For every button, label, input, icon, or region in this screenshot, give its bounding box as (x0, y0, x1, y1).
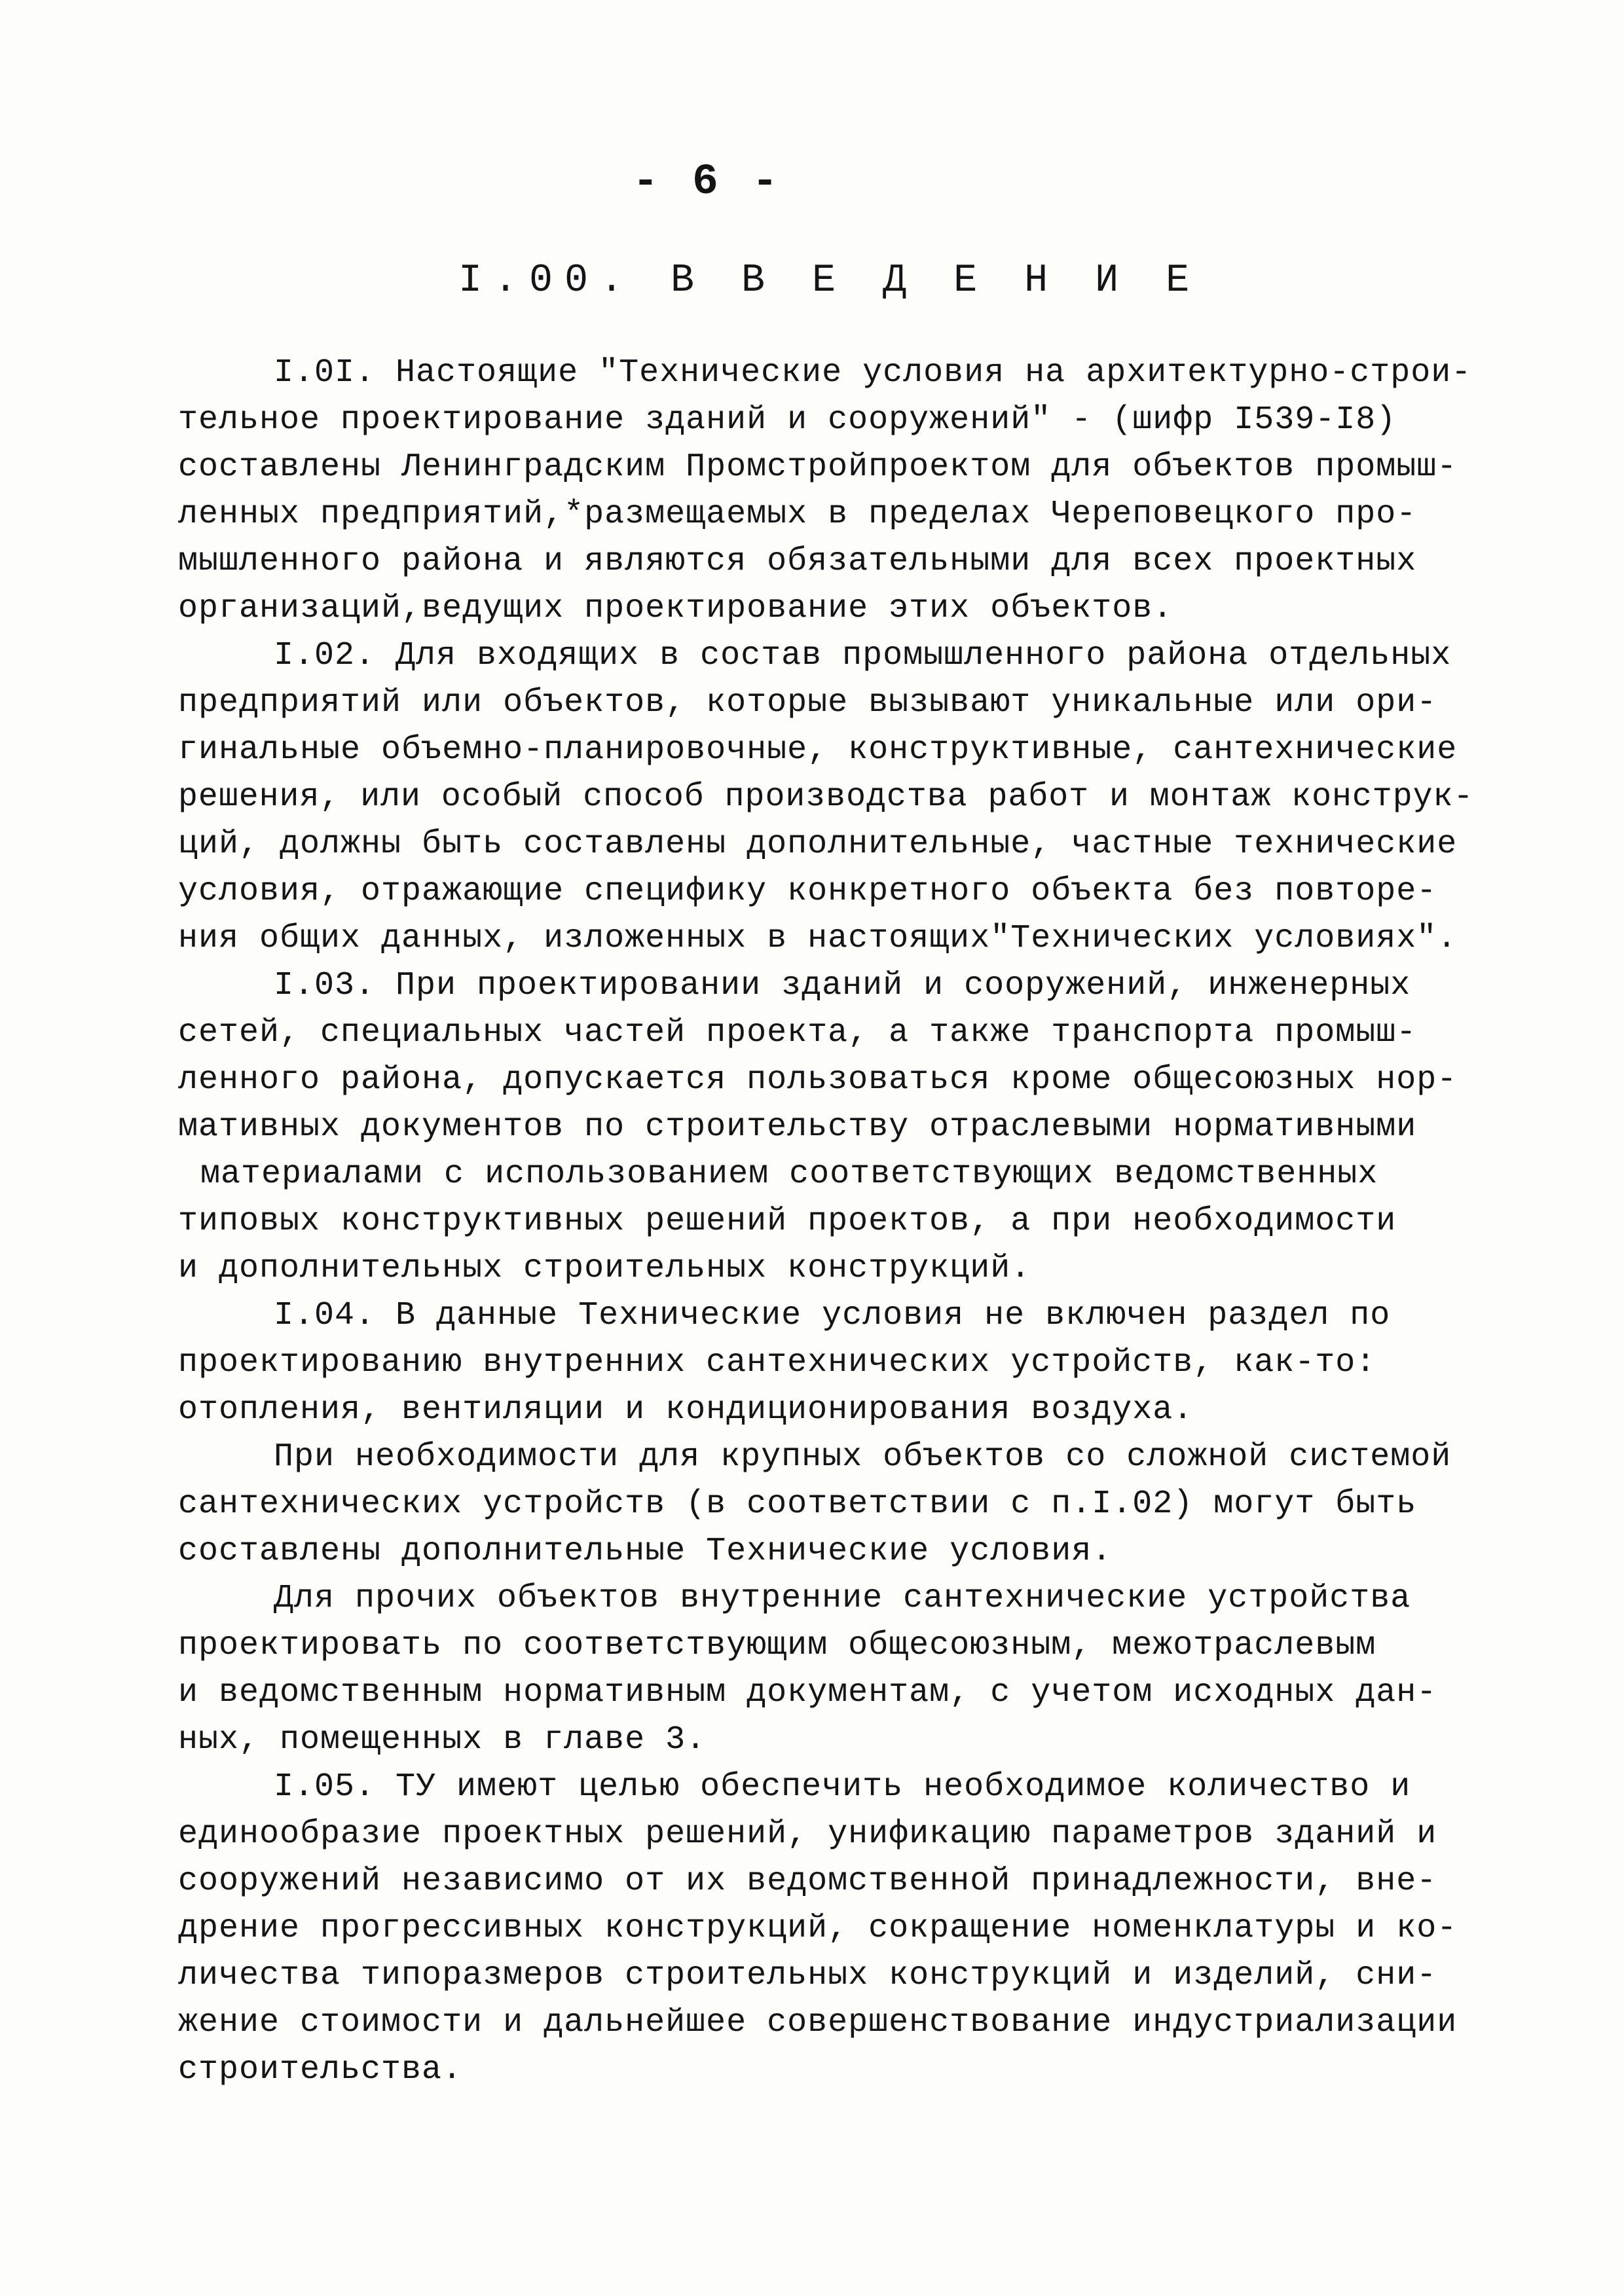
text-line: I.04. В данные Технические условия не включен раздел по (274, 1297, 1391, 1334)
text-line: ния общих данных, изложенных в настоящих"Технических условиях". (178, 920, 1458, 957)
text-line: ленного района, допускается пользоваться кроме общесоюзных нор- (178, 1061, 1458, 1099)
text-line: организаций,ведущих проектирование этих объектов. (178, 590, 1173, 627)
text-line: мативных документов по строительству отраслевыми нормативными (178, 1108, 1417, 1146)
text-line: личества типоразмеров строительных конструкций и изделий, сни- (178, 1957, 1437, 1994)
text-line: предприятий или объектов, которые вызывают уникальные или ори- (178, 684, 1437, 721)
text-line: решения, или особый способ производства работ и монтаж конструк- (178, 778, 1474, 816)
text-line: жение стоимости и дальнейшее совершенствование индустриализации (178, 2004, 1458, 2041)
text-line: тельное проектирование зданий и сооружений" - (шифр I539-I8) (178, 401, 1397, 439)
text-line: строительства. (178, 2051, 463, 2088)
section-title: I.00. В В Е Д Е Н И Е (458, 259, 1202, 303)
text-line: сантехнических устройств (в соответствии с п.I.02) могут быть (178, 1485, 1417, 1523)
text-line: мышленного района и являются обязательными для всех проектных (178, 543, 1417, 580)
page-number: - 6 - (632, 157, 783, 206)
text-line: проектировать по соответствующим общесоюзным, межотраслевым (178, 1627, 1376, 1664)
text-line: ленных предприятий,*размещаемых в пределах Череповецкого про- (178, 496, 1417, 533)
text-line: и дополнительных строительных конструкций. (178, 1250, 1031, 1287)
text-line: отопления, вентиляции и кондиционирования воздуха. (178, 1391, 1194, 1429)
text-line: условия, отражающие специфику конкретного объекта без повторе- (178, 873, 1437, 910)
text-line: дрение прогрессивных конструкций, сокращение номенклатуры и ко- (178, 1910, 1458, 1947)
text-line: Для прочих объектов внутренние сантехнические устройства (274, 1580, 1411, 1617)
text-line: I.05. ТУ имеют целью обеспечить необходимое количество и (274, 1768, 1411, 1806)
text-line: ных, помещенных в главе 3. (178, 1721, 707, 1758)
text-line: ций, должны быть составлены дополнительные, частные технические (178, 826, 1458, 863)
text-line: При необходимости для крупных объектов со сложной системой (274, 1438, 1452, 1476)
text-line: гинальные объемно-планировочные, конструктивные, сантехнические (178, 731, 1458, 769)
text-line: составлены дополнительные Технические условия. (178, 1533, 1113, 1570)
text-line: I.03. При проектировании зданий и сооружений, инженерных (274, 967, 1411, 1004)
text-line: сооружений независимо от их ведомственной принадлежности, вне- (178, 1863, 1437, 1900)
text-line: и ведомственным нормативным документам, с учетом исходных дан- (178, 1674, 1437, 1711)
text-line: I.02. Для входящих в состав промышленного района отдельных (274, 637, 1452, 674)
text-line: единообразие проектных решений, унификацию параметров зданий и (178, 1815, 1437, 1853)
text-line: типовых конструктивных решений проектов, а при необходимости (178, 1203, 1397, 1240)
text-line: составлены Ленинградским Промстройпроектом для объектов промыш- (178, 448, 1458, 486)
text-line: материалами с использованием соответствующих ведомственных (200, 1156, 1378, 1193)
text-line: I.0I. Настоящие "Технические условия на архитектурно-строи- (274, 354, 1472, 392)
text-line: проектированию внутренних сантехнических устройств, как-то: (178, 1344, 1376, 1381)
text-line: сетей, специальных частей проекта, а также транспорта промыш- (178, 1014, 1417, 1051)
